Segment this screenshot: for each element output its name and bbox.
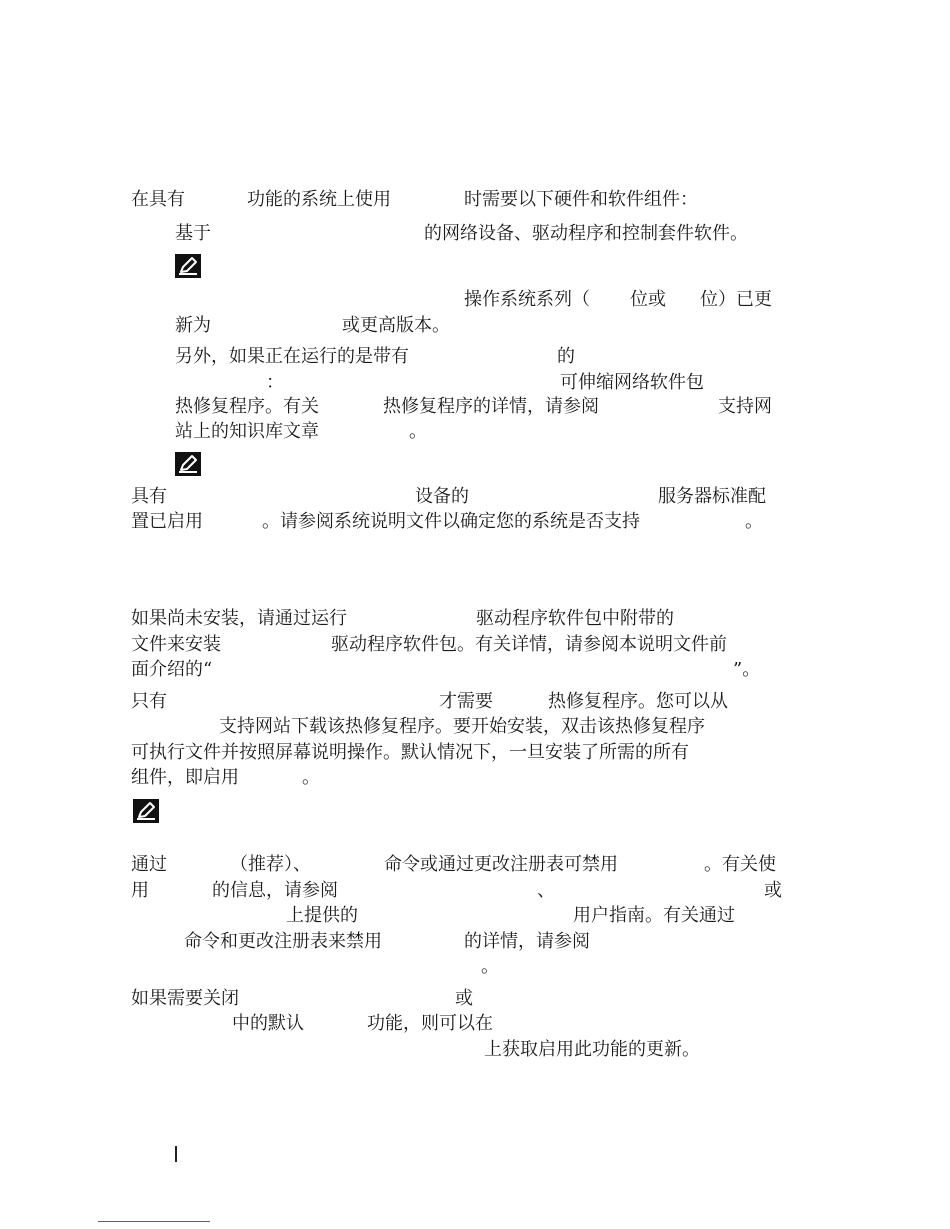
note1-line2-a: 新为 (175, 315, 211, 336)
install-p2-l2: 支持网站下载该热修复程序。要开始安装，双击该热修复程序 (219, 716, 705, 737)
disable-l5: 。 (481, 956, 499, 977)
disable-l3-b: 用户指南。有关通过 (573, 905, 735, 926)
install-p1-l2-b: 驱动程序软件包。有关详情，请参阅本说明文件前 (331, 634, 727, 655)
disable-l2-b: 的信息，请参阅 (212, 880, 338, 901)
note1-line5-b: 热修复程序的详情，请参阅 (383, 396, 599, 417)
install-p1-l1-a: 如果尚未安装，请通过运行 (131, 608, 347, 629)
note2-line1-a: 具有 (131, 486, 167, 507)
disable-l4-a: 命令和更改注册表来禁用 (184, 931, 382, 952)
install-p2-l1-a: 只有 (131, 691, 167, 712)
install-p2-l4-a: 组件，即启用 (131, 767, 239, 788)
note1-line5-c: 支持网 (718, 396, 772, 417)
disable-l1-a: 通过 (131, 854, 167, 875)
page-margin-bar (175, 1146, 177, 1162)
disable-l2-d: 或 (764, 880, 782, 901)
install-p2-l1-c: 热修复程序。您可以从 (548, 691, 728, 712)
disable-l1-b: （推荐）、 (230, 854, 311, 875)
install-p2-l3: 可执行文件并按照屏幕说明操作。默认情况下，一旦安装了所需的所有 (131, 742, 689, 763)
note1-line6-a: 站上的知识库文章 (175, 421, 319, 442)
note2-line2-c: 。 (745, 511, 763, 532)
footer-rule (98, 1221, 210, 1222)
note1-line3-a: 另外，如果正在运行的是带有 (175, 346, 409, 367)
disable-l4-b: 的详情，请参阅 (464, 931, 590, 952)
pencil-note-icon (175, 452, 201, 476)
disable-l1-c: 命令或通过更改注册表可禁用 (384, 854, 618, 875)
install-p2-l4-b: 。 (302, 767, 320, 788)
install-p1-l2-a: 文件来安装 (131, 634, 221, 655)
shutdown-l1-b: 或 (455, 988, 473, 1009)
shutdown-l2-b: 功能，则可以在 (367, 1013, 493, 1034)
note1-line3-b: 的 (557, 346, 575, 367)
req-intro-c: 时需要以下硬件和软件组件： (464, 189, 698, 210)
install-p2-l1-b: 才需要 (439, 691, 493, 712)
req-item1-b: 的网络设备、驱动程序和控制套件软件。 (424, 223, 748, 244)
note1-line6-b: 。 (409, 421, 427, 442)
note1-line4-b: 可伸缩网络软件包 (560, 372, 704, 393)
note2-line2-a: 置已启用 (131, 511, 203, 532)
shutdown-l1-a: 如果需要关闭 (131, 988, 239, 1009)
shutdown-l2-a: 中的默认 (232, 1013, 304, 1034)
note2-line2-b: 。请参阅系统说明文件以确定您的系统是否支持 (262, 511, 640, 532)
pencil-note-icon (133, 799, 159, 823)
shutdown-l3: 上获取启用此功能的更新。 (484, 1039, 700, 1060)
disable-l1-d: 。有关使 (704, 854, 776, 875)
note1-line2-b: 或更高版本。 (342, 315, 450, 336)
install-p1-l1-b: 驱动程序软件包中附带的 (476, 608, 674, 629)
note2-line1-c: 服务器标准配 (658, 486, 766, 507)
install-p1-l3-b: ”。 (733, 659, 761, 680)
disable-l2-c: 、 (537, 880, 555, 901)
pencil-note-icon (175, 254, 201, 278)
note1-line5-a: 热修复程序。有关 (175, 396, 319, 417)
disable-l3-a: 上提供的 (286, 905, 358, 926)
req-intro-a: 在具有 (131, 189, 185, 210)
req-item1-a: 基于 (175, 223, 211, 244)
note2-line1-b: 设备的 (415, 486, 469, 507)
note1-line4-a: ： (266, 372, 284, 393)
req-intro-b: 功能的系统上使用 (247, 189, 391, 210)
disable-l2-a: 用 (131, 880, 149, 901)
install-p1-l3-a: 面介绍的“ (131, 659, 213, 680)
note1-line1-a: 操作系统系列（ (464, 289, 590, 310)
note1-line1-b: 位或 (630, 289, 666, 310)
note1-line1-c: 位）已更 (700, 289, 772, 310)
